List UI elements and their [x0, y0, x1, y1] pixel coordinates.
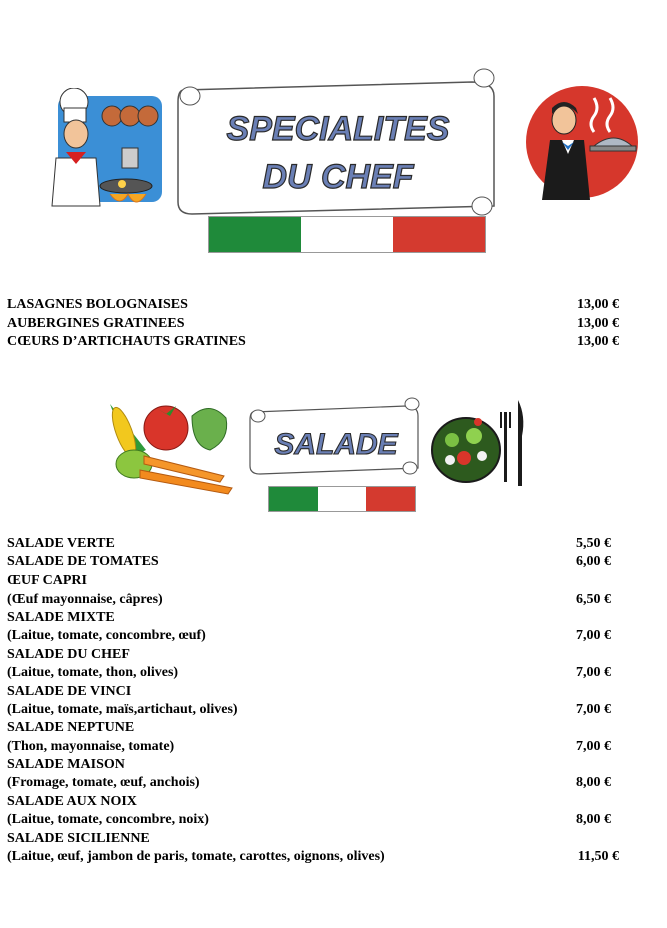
item-name: SALADE DE VINCI — [7, 684, 132, 699]
menu-item-salade — [7, 535, 611, 553]
menu-item-salade-description — [7, 774, 611, 792]
item-name: AUBERGINES GRATINEES — [7, 316, 185, 331]
menu-item-salade — [7, 683, 611, 701]
item-description: (Fromage, tomate, œuf, anchois) — [7, 775, 200, 790]
banner-line2: DU CHEF — [262, 158, 414, 196]
banner-line1: SPECIALITES — [226, 110, 450, 148]
item-name: SALADE VERTE — [7, 536, 115, 551]
menu-item-salade-description — [7, 701, 611, 719]
salade-banner-text: SALADE — [274, 428, 398, 461]
item-price: 13,00 € — [577, 297, 619, 312]
item-name: SALADE SICILIENNE — [7, 831, 150, 846]
chef-illustration — [36, 88, 164, 216]
menu-item-specialite — [7, 315, 619, 333]
item-price: 11,50 € — [577, 849, 619, 864]
italian-flag-strip — [208, 216, 486, 253]
item-price: 7,00 € — [576, 665, 611, 680]
vegetables-illustration — [100, 394, 240, 498]
menu-item-salade — [7, 609, 611, 627]
salade-banner — [246, 396, 424, 488]
item-description: (Laitue, tomate, thon, olives) — [7, 665, 179, 680]
menu-item-salade — [7, 719, 611, 737]
specialites-banner — [172, 62, 502, 238]
item-price: 5,50 € — [576, 536, 611, 551]
menu-item-salade-description — [7, 738, 611, 756]
item-price: 13,00 € — [577, 316, 619, 331]
menu-item-salade — [7, 572, 611, 590]
menu-item-salade — [7, 646, 611, 664]
item-description: (Laitue, tomate, concombre, œuf) — [7, 628, 206, 643]
menu-item-salade — [7, 756, 611, 774]
item-description: (Laitue, œuf, jambon de paris, tomate, carottes, oignons, olives) — [7, 849, 385, 864]
item-name: CŒURS D’ARTICHAUTS GRATINES — [7, 334, 246, 349]
item-price: 7,00 € — [576, 628, 611, 643]
menu-item-salade-description — [7, 848, 619, 866]
menu-item-salade-description — [7, 627, 611, 645]
item-price: 13,00 € — [577, 334, 619, 349]
menu-item-salade-description — [7, 591, 611, 609]
item-price: 6,50 € — [576, 592, 611, 607]
menu-item-specialite — [7, 333, 619, 351]
menu-item-salade-description — [7, 811, 611, 829]
item-name: SALADE AUX NOIX — [7, 794, 137, 809]
menu-item-salade — [7, 830, 611, 848]
item-description: (Laitue, tomate, concombre, noix) — [7, 812, 209, 827]
item-price: 8,00 € — [576, 812, 611, 827]
salad-plate-illustration — [430, 396, 530, 492]
item-price: 7,00 € — [576, 702, 611, 717]
item-description: (Laitue, tomate, maïs,artichaut, olives) — [7, 702, 238, 717]
item-name: SALADE DU CHEF — [7, 647, 130, 662]
item-description: (Œuf mayonnaise, câpres) — [7, 592, 163, 607]
item-price: 6,00 € — [576, 554, 611, 569]
item-name: ŒUF CAPRI — [7, 573, 87, 588]
item-name: SALADE NEPTUNE — [7, 720, 135, 735]
menu-item-salade-description — [7, 664, 611, 682]
italian-flag-strip-small — [268, 486, 416, 512]
item-name: SALADE DE TOMATES — [7, 554, 159, 569]
item-name: SALADE MIXTE — [7, 610, 115, 625]
item-price: 8,00 € — [576, 775, 611, 790]
waiter-illustration — [524, 84, 640, 200]
menu-item-specialite — [7, 296, 619, 314]
item-description: (Thon, mayonnaise, tomate) — [7, 739, 175, 754]
menu-item-salade — [7, 793, 611, 811]
menu-item-salade — [7, 553, 611, 571]
item-name: SALADE MAISON — [7, 757, 125, 772]
item-name: LASAGNES BOLOGNAISES — [7, 297, 188, 312]
item-price: 7,00 € — [576, 739, 611, 754]
